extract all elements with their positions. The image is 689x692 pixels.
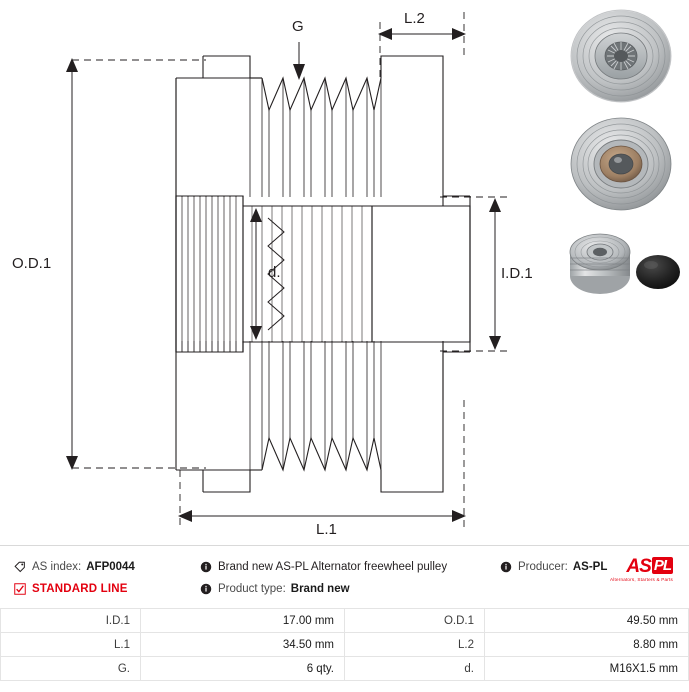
dim-label-g: G [292,18,304,35]
info-line-1 [14,556,675,582]
product-type-block [200,583,500,595]
spec-label-d: d. [345,657,485,681]
product-photos [560,4,688,314]
pulley-front-view[interactable] [566,6,676,111]
check-icon [14,583,26,595]
aspl-logo-mark [610,557,673,576]
info-icon [200,561,212,573]
table-row [1,657,689,681]
spec-label-id1: I.D.1 [1,609,141,633]
producer-icon [500,561,512,573]
product-type-value: Brand new [290,583,350,595]
dim-label-d: d. [268,264,281,281]
spec-value-d: M16X1.5 mm [485,657,689,681]
info-line-2 [14,578,675,600]
producer-block [500,556,675,582]
standard-line-block [14,583,200,595]
pulley-side-view[interactable] [566,226,634,298]
aspl-logo-tagline: Alternators, Starters & Parts [610,577,673,582]
product-info [0,545,689,692]
description-text: Brand new AS-PL Alternator freewheel pulley [218,561,448,573]
producer-label: Producer: [518,561,568,573]
spec-value-l1: 34.50 mm [141,633,345,657]
spec-label-l2: L.2 [345,633,485,657]
spec-value-g: 6 qty. [141,657,345,681]
specifications-table [0,608,689,681]
aspl-logo-pl: PL [653,557,671,574]
standard-line-label: STANDARD LINE [32,583,128,595]
as-index-block [14,561,200,573]
tag-icon [14,561,26,573]
spec-value-od1: 49.50 mm [485,609,689,633]
pulley-rear-view[interactable] [566,114,676,219]
producer-value: AS-PL [572,561,608,573]
table-row [1,609,689,633]
as-index-value: AFP0044 [86,561,135,573]
product-type-label: Product type: [218,583,286,595]
product-type-icon [200,583,212,595]
dim-label-od1: O.D.1 [12,255,52,272]
spec-value-id1: 17.00 mm [141,609,345,633]
dim-label-l2: L.2 [404,10,425,27]
spec-value-l2: 8.80 mm [485,633,689,657]
dim-label-id1: I.D.1 [501,265,533,282]
aspl-logo [610,557,673,583]
spec-label-od1: O.D.1 [345,609,485,633]
spec-label-l1: L.1 [1,633,141,657]
dim-label-l1: L.1 [316,521,337,538]
table-row [1,633,689,657]
info-rows [0,546,689,608]
aspl-logo-as: AS [626,556,651,577]
spec-label-g: G. [1,657,141,681]
pulley-cap[interactable] [634,250,682,294]
as-index-label: AS index: [32,561,82,573]
description-block [200,561,500,573]
